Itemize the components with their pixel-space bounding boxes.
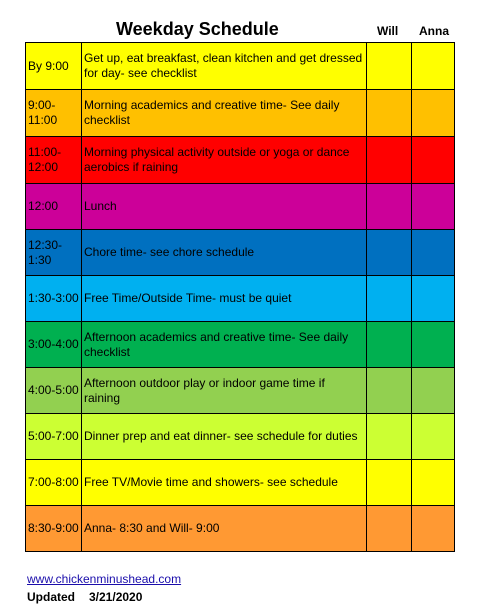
activity-cell: Afternoon outdoor play or indoor game time if raining [81,368,366,413]
activity-cell: Free TV/Movie time and showers- see schedule [81,460,366,505]
website-link[interactable]: www.chickenminushead.com [27,572,182,586]
table-row [25,460,455,506]
time-cell: 7:00-8:00 [25,460,81,505]
anna-check-cell[interactable] [411,460,455,505]
time-cell: 12:30-1:30 [25,230,81,275]
activity-cell: Morning physical activity outside or yoga or dance aerobics if raining [81,137,366,183]
time-cell: 8:30-9:00 [25,506,81,551]
time-cell: 12:00 [25,184,81,229]
will-check-cell[interactable] [366,506,411,551]
activity-cell: Get up, eat breakfast, clean kitchen and get dressed for day- see checklist [81,43,366,89]
activity-cell: Lunch [81,184,366,229]
activity-cell: Afternoon academics and creative time- See daily checklist [81,322,366,367]
table-row [25,184,455,230]
updated-date: 3/21/2020 [89,590,143,604]
time-cell: 9:00-11:00 [25,90,81,136]
time-cell: 4:00-5:00 [25,368,81,413]
will-check-cell[interactable] [366,43,411,89]
will-check-cell[interactable] [366,137,411,183]
time-cell: 1:30-3:00 [25,276,81,321]
activity-cell: Free Time/Outside Time- must be quiet [81,276,366,321]
time-cell: 11:00-12:00 [25,137,81,183]
table-row [25,414,455,460]
column-header-will: Will [377,24,399,38]
anna-check-cell[interactable] [411,230,455,275]
page-title: Weekday Schedule [116,19,279,39]
table-row [25,137,455,184]
column-header-anna: Anna [419,24,449,38]
anna-check-cell[interactable] [411,322,455,367]
activity-cell: Morning academics and creative time- See daily checklist [81,90,366,136]
will-check-cell[interactable] [366,276,411,321]
anna-check-cell[interactable] [411,414,455,459]
anna-check-cell[interactable] [411,368,455,413]
time-cell: 3:00-4:00 [25,322,81,367]
anna-check-cell[interactable] [411,137,455,183]
will-check-cell[interactable] [366,460,411,505]
will-check-cell[interactable] [366,90,411,136]
will-check-cell[interactable] [366,230,411,275]
table-row [25,43,455,90]
time-cell: By 9:00 [25,43,81,89]
will-check-cell[interactable] [366,322,411,367]
will-check-cell[interactable] [366,414,411,459]
table-row [25,506,455,552]
table-row [25,230,455,276]
updated-line [27,590,156,604]
time-cell: 5:00-7:00 [25,414,81,459]
activity-cell: Anna- 8:30 and Will- 9:00 [81,506,366,551]
activity-cell: Dinner prep and eat dinner- see schedule for duties [81,414,366,459]
will-check-cell[interactable] [366,368,411,413]
table-row [25,322,455,368]
will-check-cell[interactable] [366,184,411,229]
anna-check-cell[interactable] [411,184,455,229]
anna-check-cell[interactable] [411,90,455,136]
table-row [25,276,455,322]
table-row [25,368,455,414]
table-row [25,90,455,137]
anna-check-cell[interactable] [411,276,455,321]
anna-check-cell[interactable] [411,43,455,89]
updated-label: Updated [27,590,75,604]
schedule-table [25,42,455,552]
anna-check-cell[interactable] [411,506,455,551]
activity-cell: Chore time- see chore schedule [81,230,366,275]
